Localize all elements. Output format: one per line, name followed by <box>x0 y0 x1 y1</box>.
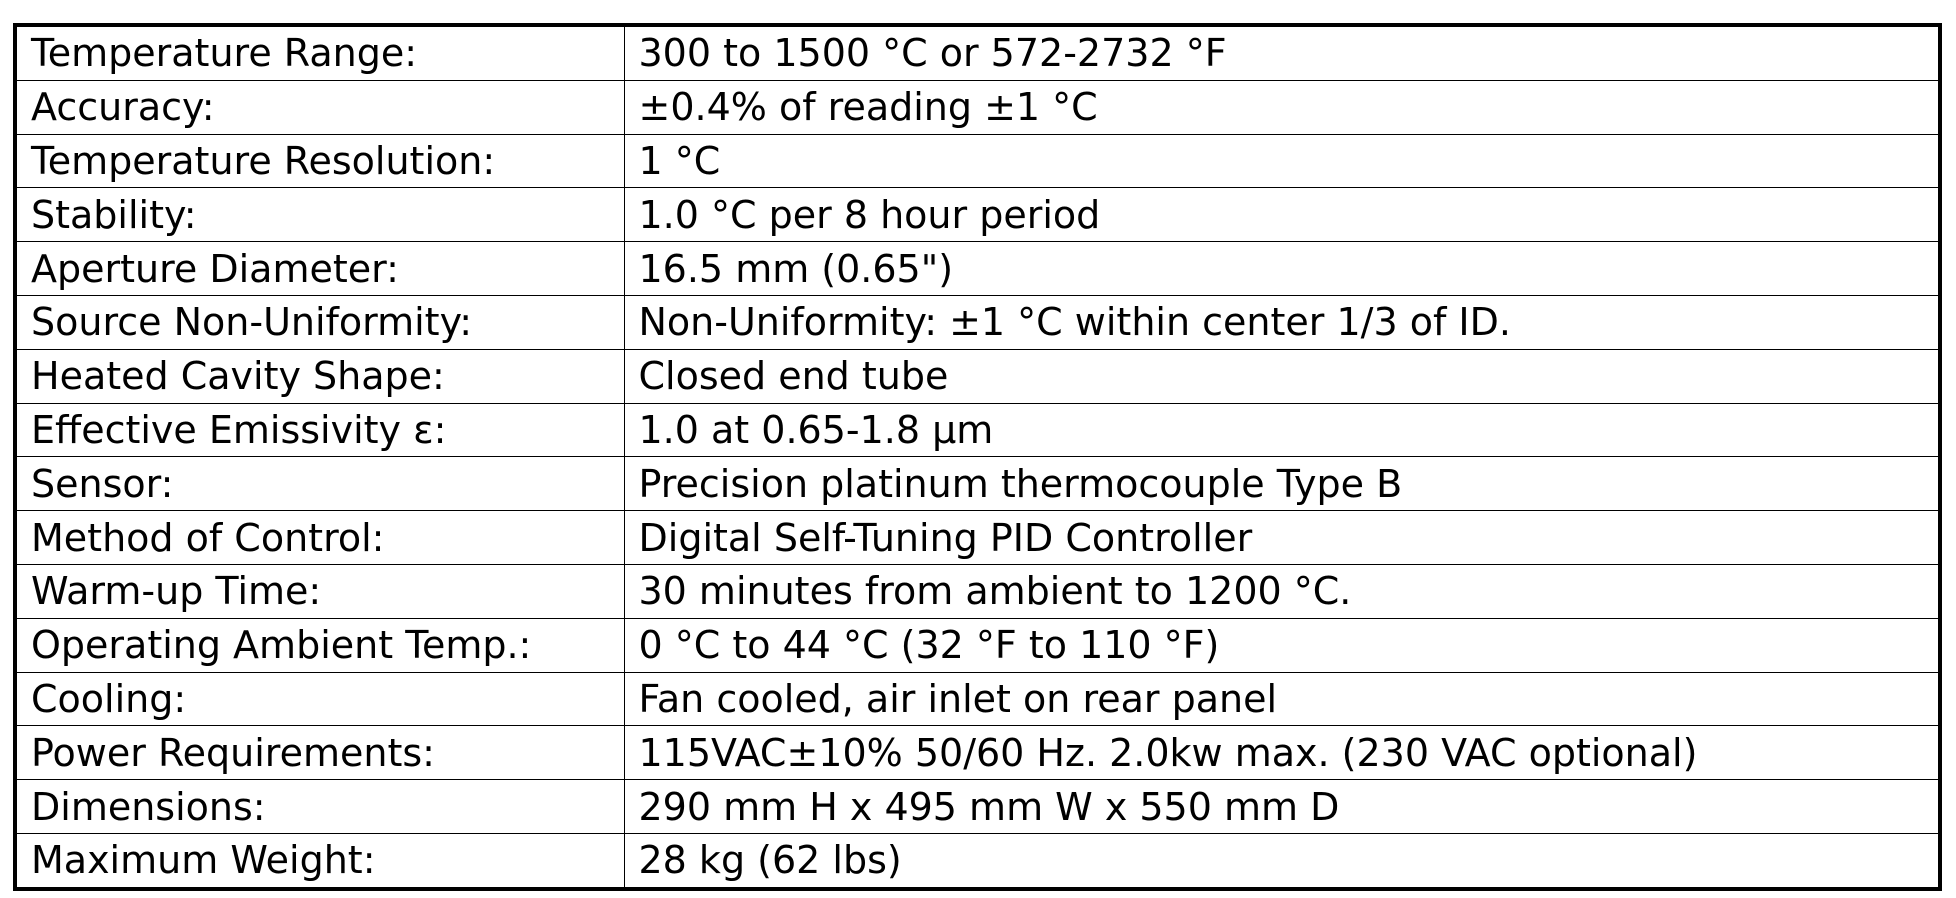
spec-label: Dimensions: <box>15 780 624 834</box>
table-row <box>15 672 1940 726</box>
table-row <box>15 833 1940 888</box>
spec-value: 115VAC±10% 50/60 Hz. 2.0kw max. (230 VAC optional) <box>624 726 1940 780</box>
spec-label: Operating Ambient Temp.: <box>15 618 624 672</box>
spec-value: 16.5 mm (0.65") <box>624 242 1940 296</box>
table-row <box>15 726 1940 780</box>
spec-label: Aperture Diameter: <box>15 242 624 296</box>
spec-label: Sensor: <box>15 457 624 511</box>
spec-label: Stability: <box>15 188 624 242</box>
specifications-table <box>13 23 1942 891</box>
table-row <box>15 349 1940 403</box>
spec-label: Temperature Range: <box>15 25 624 80</box>
table-row <box>15 564 1940 618</box>
spec-value: ±0.4% of reading ±1 °C <box>624 80 1940 134</box>
table-row <box>15 188 1940 242</box>
table-row <box>15 80 1940 134</box>
spec-value: Fan cooled, air inlet on rear panel <box>624 672 1940 726</box>
spec-label: Power Requirements: <box>15 726 624 780</box>
spec-value: Closed end tube <box>624 349 1940 403</box>
spec-value: 1.0 at 0.65-1.8 μm <box>624 403 1940 457</box>
table-row <box>15 295 1940 349</box>
spec-label: Maximum Weight: <box>15 833 624 888</box>
spec-value: 1.0 °C per 8 hour period <box>624 188 1940 242</box>
spec-label: Warm-up Time: <box>15 564 624 618</box>
spec-label: Accuracy: <box>15 80 624 134</box>
table-row <box>15 457 1940 511</box>
spec-value: 300 to 1500 °C or 572-2732 °F <box>624 25 1940 80</box>
spec-value: 290 mm H x 495 mm W x 550 mm D <box>624 780 1940 834</box>
table-row <box>15 134 1940 188</box>
spec-value: Non-Uniformity: ±1 °C within center 1/3 of ID. <box>624 295 1940 349</box>
spec-value: 30 minutes from ambient to 1200 °C. <box>624 564 1940 618</box>
spec-value: Digital Self-Tuning PID Controller <box>624 511 1940 565</box>
spec-label: Effective Emissivity ε: <box>15 403 624 457</box>
spec-label: Temperature Resolution: <box>15 134 624 188</box>
table-row <box>15 403 1940 457</box>
spec-label: Heated Cavity Shape: <box>15 349 624 403</box>
table-row <box>15 511 1940 565</box>
spec-value: Precision platinum thermocouple Type B <box>624 457 1940 511</box>
table-row <box>15 780 1940 834</box>
spec-label: Method of Control: <box>15 511 624 565</box>
spec-label: Source Non-Uniformity: <box>15 295 624 349</box>
spec-value: 0 °C to 44 °C (32 °F to 110 °F) <box>624 618 1940 672</box>
table-row <box>15 242 1940 296</box>
spec-value: 28 kg (62 lbs) <box>624 833 1940 888</box>
spec-label: Cooling: <box>15 672 624 726</box>
table-row <box>15 25 1940 80</box>
spec-value: 1 °C <box>624 134 1940 188</box>
table-row <box>15 618 1940 672</box>
